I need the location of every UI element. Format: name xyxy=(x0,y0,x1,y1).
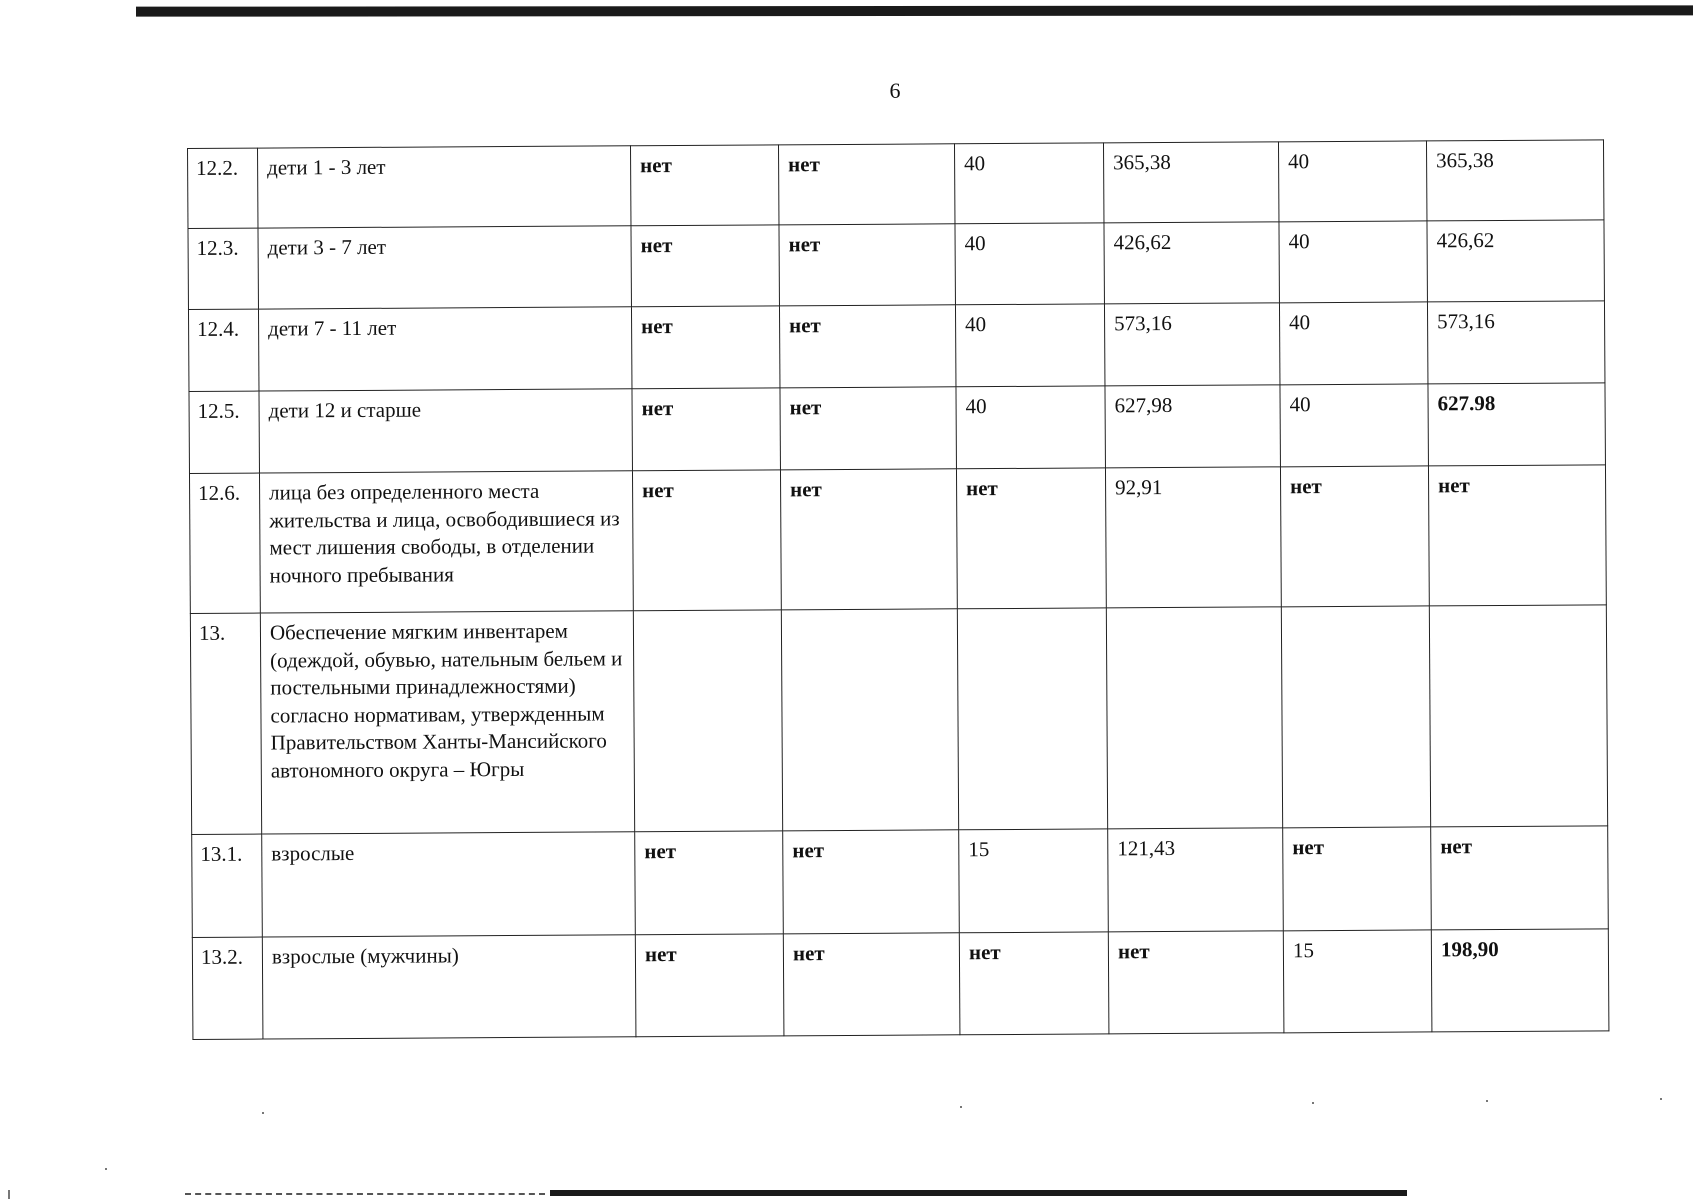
cell-col5: 40 xyxy=(955,304,1104,387)
cell-col5: 40 xyxy=(956,386,1105,469)
row-number: 12.4. xyxy=(188,309,258,391)
cell-col3: нет xyxy=(635,831,784,935)
cell-col6: 573,16 xyxy=(1104,303,1279,386)
cell-col3: нет xyxy=(632,470,781,611)
row-description: дети 7 - 11 лет xyxy=(258,307,631,391)
row-description: взрослые (мужчины) xyxy=(262,935,636,1039)
cell-col6: 121,43 xyxy=(1108,828,1284,932)
row-description: дети 12 и старше xyxy=(259,389,632,473)
cell-col5: 15 xyxy=(959,829,1109,933)
row-number: 12.6. xyxy=(189,473,260,613)
table-row xyxy=(189,383,1605,474)
scan-edge-top xyxy=(136,5,1693,16)
table-row xyxy=(190,605,1607,835)
row-description: дети 1 - 3 лет xyxy=(258,146,631,228)
cell-col6 xyxy=(1106,607,1282,829)
table-row xyxy=(192,929,1609,1040)
cell-col4 xyxy=(781,609,958,831)
cell-col6: 426,62 xyxy=(1104,222,1279,304)
cell-col3 xyxy=(633,610,782,832)
cell-col8: 426,62 xyxy=(1427,220,1604,302)
cell-col4: нет xyxy=(779,224,955,306)
cell-col6: нет xyxy=(1108,931,1284,1034)
cell-col4: нет xyxy=(783,933,960,1036)
row-number: 13.1. xyxy=(192,834,263,937)
cell-col3: нет xyxy=(632,388,780,471)
row-number: 13. xyxy=(190,613,261,834)
cell-col6: 92,91 xyxy=(1105,467,1281,608)
cell-col4: нет xyxy=(779,305,955,388)
cell-col7: 40 xyxy=(1278,141,1426,222)
cell-col3: нет xyxy=(631,225,779,307)
row-number: 12.3. xyxy=(188,228,258,309)
cell-col7: 40 xyxy=(1279,302,1427,385)
cell-col4: нет xyxy=(780,469,957,610)
row-description: взрослые xyxy=(262,832,636,937)
cell-col8 xyxy=(1429,605,1607,827)
scan-edge-bottom-faint xyxy=(185,1193,545,1198)
cell-col5: нет xyxy=(959,932,1109,1035)
table-row xyxy=(188,140,1604,229)
table-row xyxy=(192,826,1609,938)
cell-col8: нет xyxy=(1431,826,1609,930)
cell-col5: 40 xyxy=(955,223,1104,305)
table-row xyxy=(189,465,1606,614)
cell-col7: 40 xyxy=(1280,384,1428,467)
cell-col4: нет xyxy=(783,830,960,934)
row-number: 13.2. xyxy=(192,937,263,1039)
cell-col6: 365,38 xyxy=(1103,142,1278,223)
table-row xyxy=(188,220,1604,310)
cell-col3: нет xyxy=(635,934,784,1037)
cell-col7: 15 xyxy=(1283,930,1432,1033)
cell-col8: нет xyxy=(1428,465,1606,606)
row-description: лица без определенного места жительства и лица, освободившиеся из мест лишения свободы, в отделении ночного пребывания xyxy=(259,471,633,613)
cell-col4: нет xyxy=(778,144,954,225)
cell-col3: нет xyxy=(631,306,779,389)
cell-col3: нет xyxy=(630,145,778,226)
scan-edge-bottom xyxy=(550,1190,1407,1196)
cell-col5 xyxy=(957,608,1107,830)
cell-col7: 40 xyxy=(1279,221,1427,303)
cell-col7: нет xyxy=(1283,827,1432,931)
cell-col8: 573,16 xyxy=(1427,301,1604,384)
row-number: 12.5. xyxy=(189,391,259,473)
cell-col5: 40 xyxy=(954,143,1103,224)
tariff-table xyxy=(187,139,1609,1040)
cell-col7 xyxy=(1281,606,1430,828)
page-number: 6 xyxy=(889,78,901,103)
cell-col6: 627,98 xyxy=(1105,385,1280,468)
cell-col8: 365,38 xyxy=(1426,140,1603,221)
cell-col8: 627.98 xyxy=(1428,383,1605,466)
row-number: 12.2. xyxy=(188,148,258,228)
cell-col5: нет xyxy=(956,468,1106,609)
cell-col7: нет xyxy=(1280,466,1429,607)
table-row xyxy=(188,301,1604,392)
cell-col8: 198,90 xyxy=(1431,929,1609,1032)
row-description: Обеспечение мягким инвентарем (одеждой, обувью, нательным бельем и постельными принадлежностями) согласно нормативам, утвержденным Правительством Ханты-Мансийского автономного округа – Югры xyxy=(260,611,634,834)
cell-col4: нет xyxy=(780,387,956,470)
row-description: дети 3 - 7 лет xyxy=(258,226,631,309)
